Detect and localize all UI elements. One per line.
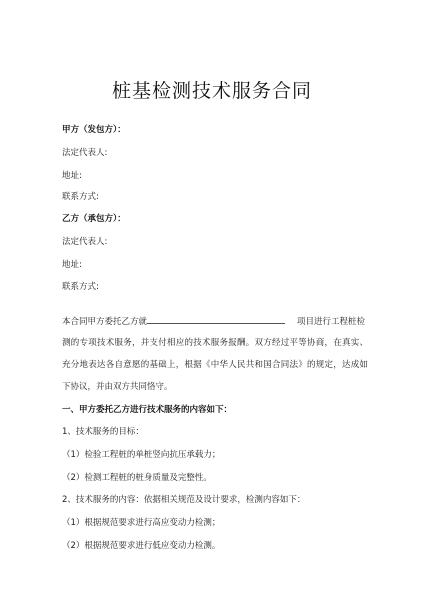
party-b-representative: 法定代表人: xyxy=(62,237,108,247)
preamble-line-3: 充分地表达各自意愿的基础上，根据《中华人民共和国合同法》的规定，达成如 xyxy=(62,360,368,370)
party-a-heading: 甲方（发包方）： xyxy=(62,125,126,135)
party-b-address: 地址: xyxy=(62,260,82,270)
party-a-contact: 联系方式: xyxy=(62,192,99,202)
party-b-contact: 联系方式: xyxy=(62,282,99,292)
section-1-item-1-sub-2: （2）检测工程桩的桩身质量及完整性。 xyxy=(62,473,212,483)
section-1-item-2-sub-1: （1）根据规范要求进行高应变动力检测； xyxy=(62,518,221,528)
section-1-item-1: 1、技术服务的目标： xyxy=(62,427,144,437)
party-b-heading: 乙方（承包方）： xyxy=(62,214,126,224)
section-1-item-2: 2、技术服务的内容：依据相关规范及设计要求，检测内容如下： xyxy=(62,495,306,505)
party-a-address: 地址: xyxy=(62,171,82,181)
preamble-line-2: 测的专项技术服务，并支付相应的技术服务报酬。双方经过平等协商，在真实、 xyxy=(62,338,368,348)
section-1-item-2-sub-2: （2）根据规范要求进行低应变动力检测。 xyxy=(62,541,221,551)
preamble-line-1-end: 项目进行工程桩检 xyxy=(297,317,366,327)
preamble-line-4: 下协议，并由双方共同恪守。 xyxy=(62,382,173,392)
document-title: 桩基检测技术服务合同 xyxy=(111,80,312,102)
party-a-representative: 法定代表人: xyxy=(62,148,108,158)
section-1-heading: 一、甲方委托乙方进行技术服务的内容如下： xyxy=(62,405,233,415)
section-1-item-1-sub-1: （1）检验工程桩的单桩竖向抗压承载力； xyxy=(62,450,221,460)
preamble-line-1 xyxy=(62,315,365,328)
project-name-blank xyxy=(147,315,285,324)
preamble-line-1-start: 本合同甲方委托乙方就 xyxy=(62,317,148,327)
